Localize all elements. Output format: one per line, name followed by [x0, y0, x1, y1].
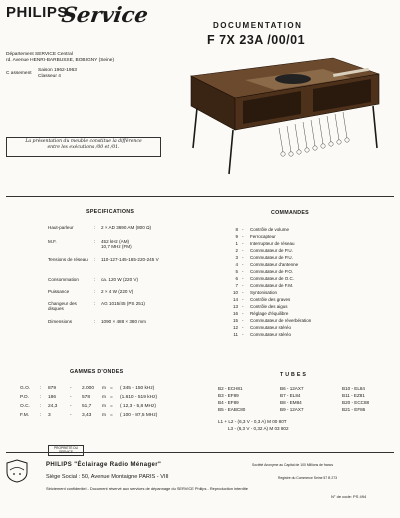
classement-label: C assement: [6, 71, 32, 76]
commands-title: COMMANDES: [271, 210, 310, 216]
wave-equals: =: [110, 413, 113, 418]
department-line: Département SERVICE Central: [6, 52, 73, 57]
waves-title: GAMMES D'ONDES: [70, 369, 124, 375]
wave-unit: m: [102, 413, 106, 418]
command-text: Ferrocapteur: [250, 234, 276, 239]
philips-shield-icon: [5, 459, 29, 483]
wave-freq: ( 345 - 150 kHz): [120, 386, 155, 391]
spec-colon: :: [94, 257, 96, 262]
command-text: Syntonisation: [250, 290, 278, 295]
trade-register: Registre du Commerce Seine 57 B 273: [278, 476, 337, 480]
spec-row: [48, 257, 238, 269]
tube-entry: B2 - ECH81: [218, 386, 243, 391]
divider-top: [6, 196, 394, 197]
command-dash: -: [242, 227, 244, 232]
command-dash: -: [242, 318, 244, 323]
command-text: Commutateur de P.O.: [250, 269, 294, 274]
spec-label: Consommation: [48, 277, 79, 282]
spec-value: AG 1015/45 (PS 251): [101, 301, 145, 306]
command-number: 5: [235, 269, 238, 274]
wave-freq: ( 12,3 - 5,8 MHz): [120, 404, 156, 409]
wave-to: 3,43: [82, 413, 92, 418]
command-number: 16: [232, 311, 238, 316]
spec-label: Changeur des disques: [48, 301, 77, 312]
command-number: 11: [233, 332, 238, 337]
wave-colon: :: [40, 413, 42, 418]
command-number: 8: [235, 227, 238, 232]
code-number: N° de code: PS 494: [331, 494, 367, 499]
command-text: Commutateur de P.U.: [250, 255, 293, 260]
wave-band: O.C.: [20, 404, 30, 409]
command-text: Contrôle des graves: [250, 297, 291, 302]
tubes-title: TUBES: [280, 372, 308, 378]
spec-label: M.F.: [48, 239, 57, 244]
spec-colon: :: [94, 239, 96, 244]
spec-colon: :: [94, 289, 96, 294]
tube-entry: B3 - EF89: [218, 393, 239, 398]
wave-band: P.O.: [20, 395, 29, 400]
command-number: 9: [235, 234, 238, 239]
model-number: F 7X 23A /00/01: [207, 33, 306, 47]
wave-colon: :: [40, 386, 42, 391]
classement-binder: Classeur 4: [38, 74, 61, 79]
wave-unit: m: [102, 395, 106, 400]
lamp-entry: L1 + L2 - (6,3 V - 0,3 A) M 00 80T: [218, 419, 287, 424]
command-number: 4: [235, 262, 238, 267]
tube-entry: B7 - EL84: [280, 393, 301, 398]
command-dash: -: [242, 241, 244, 246]
wave-dash: -: [70, 386, 72, 391]
specs-title: SPECIFICATIONS: [86, 209, 135, 215]
spec-label: Tensions de réseau: [48, 257, 88, 262]
tube-entry: B21 - EF86: [342, 407, 366, 412]
wave-from: 24,3: [48, 404, 58, 409]
command-dash: -: [242, 234, 244, 239]
command-number: 2: [235, 248, 238, 253]
wave-equals: =: [110, 404, 113, 409]
wave-from: 879: [48, 386, 57, 391]
wave-freq: (1.610 - 519 kHz): [120, 395, 158, 400]
head-office-address: Siège Social : 50, Avenue Montaigne PARIS - VIII: [46, 474, 169, 480]
specs-table: [48, 225, 238, 325]
spec-colon: :: [94, 225, 96, 230]
command-text: Interrupteur de réseau: [250, 241, 295, 246]
command-number: 12: [232, 325, 238, 330]
spec-value: ca. 120 W (220 V): [101, 277, 139, 282]
command-dash: -: [242, 332, 244, 337]
classement-season: Saison 1962-1963: [38, 68, 77, 73]
command-dash: -: [242, 276, 244, 281]
wave-to: 51,7: [82, 404, 92, 409]
command-text: Réglage d'équilibre: [250, 311, 289, 316]
spec-colon: :: [94, 301, 96, 306]
command-dash: -: [242, 297, 244, 302]
wave-band: F.M.: [20, 413, 30, 418]
wave-from: 3: [48, 413, 51, 418]
spec-row: [48, 319, 238, 331]
command-dash: -: [242, 248, 244, 253]
command-text: Commutateur stéréo: [250, 325, 292, 330]
command-number: 7: [235, 283, 238, 288]
spec-colon: :: [94, 319, 96, 324]
command-dash: -: [242, 290, 244, 295]
wave-colon: :: [40, 404, 42, 409]
commands-list: [228, 227, 398, 347]
spec-value: 2 × AD 3690 AM (800 Ω): [101, 225, 152, 230]
tube-entry: B6 - 12AX7: [280, 386, 304, 391]
service-logo: Service: [60, 2, 150, 27]
command-number: 6: [235, 276, 238, 281]
wave-dash: -: [70, 395, 72, 400]
wave-colon: :: [40, 395, 42, 400]
spec-label: Puissance: [48, 289, 70, 294]
spec-row: [48, 225, 238, 237]
tube-entry: B10 - EL84: [342, 386, 365, 391]
spec-colon: :: [94, 277, 96, 282]
doc-title: DOCUMENTATION: [213, 21, 303, 30]
turntable: [275, 74, 311, 84]
spec-label: Dimensions: [48, 319, 72, 324]
command-text: Commutateur stéréo: [250, 332, 292, 337]
spec-row: [48, 277, 238, 289]
command-text: Contrôle des aigus: [250, 304, 288, 309]
wave-dash: -: [70, 404, 72, 409]
company-capital: Société Anonyme au Capital de 100 Millions de francs: [252, 463, 334, 467]
command-number: 13: [232, 304, 238, 309]
wave-equals: =: [110, 386, 113, 391]
command-text: Contrôle de volume: [250, 227, 290, 232]
property-stamp: PROPRIÉTÉ DU SERVICE: [48, 445, 84, 456]
wave-dash: -: [70, 413, 72, 418]
spec-value: 2 × 4 W (220 V): [101, 289, 134, 294]
command-number: 10: [232, 290, 238, 295]
command-dash: -: [242, 255, 244, 260]
tube-entry: B8 - EM84: [280, 400, 302, 405]
command-text: Commutateur de P.U.: [250, 248, 293, 253]
command-number: 3: [235, 255, 238, 260]
command-dash: -: [242, 269, 244, 274]
command-number: 14: [232, 297, 238, 302]
command-text: Commutateur de réverbération: [250, 318, 312, 323]
confidential-notice: Strictement confidentiel - Document réservé aux services de dépannage du SERVICE Philips - Reproduction interdite: [46, 486, 248, 491]
philips-logo: PHILIPS: [6, 4, 68, 21]
command-dash: -: [242, 304, 244, 309]
command-text: Commutateur d'antenne: [250, 262, 299, 267]
wave-to: 2.000: [82, 386, 95, 391]
waves-table: [20, 386, 210, 426]
address-line: rd. Avenue HENRI-BARBUSSE, BOBIGNY (Seine): [6, 58, 115, 63]
wave-freq: ( 100 - 87,5 MHz): [120, 413, 158, 418]
command-text: Commutateur de O.C.: [250, 276, 295, 281]
command-dash: -: [242, 325, 244, 330]
spec-value: 452 kHz (AM) 10,7 MHz (FM): [101, 239, 132, 250]
wave-to: 578: [82, 395, 91, 400]
tube-entry: B20 - ECC88: [342, 400, 370, 405]
command-number: 15: [232, 318, 238, 323]
spec-row: [48, 289, 238, 301]
wave-unit: m: [102, 386, 106, 391]
wave-equals: =: [110, 395, 113, 400]
command-dash: -: [242, 283, 244, 288]
spec-value: 110-127-145-165-220-245 V: [101, 257, 159, 262]
tube-entry: B9 - 12AX7: [280, 407, 304, 412]
tube-entry: B11 - EZ81: [342, 393, 365, 398]
note-line-2: entre les exécutions /00 et /01.: [47, 145, 120, 150]
tubes-table: [218, 386, 398, 436]
command-dash: -: [242, 311, 244, 316]
wave-from: 186: [48, 395, 57, 400]
radio-console-illustration: [183, 52, 388, 182]
tube-entry: B4 - EF89: [218, 400, 239, 405]
tube-entry: B5 - EABC80: [218, 407, 246, 412]
spec-row: [48, 239, 238, 251]
variant-note-box: [6, 137, 161, 157]
command-dash: -: [242, 262, 244, 267]
company-name: PHILIPS "Éclairage Radio Ménager": [46, 462, 162, 468]
wave-band: G.O.: [20, 386, 31, 391]
command-text: Commutateur de F.M.: [250, 283, 294, 288]
lamp-entry: L3 - (6,3 V - 0,32 A) M 03 802: [228, 426, 289, 431]
note-line-1: La présentation du meuble constitue la différence: [25, 139, 142, 144]
spec-label: Haut-parleur: [48, 225, 74, 230]
command-number: 1: [235, 241, 238, 246]
spec-row: [48, 301, 238, 313]
wave-unit: m: [102, 404, 106, 409]
spec-value: 1090 × 488 × 380 mm: [101, 319, 146, 324]
